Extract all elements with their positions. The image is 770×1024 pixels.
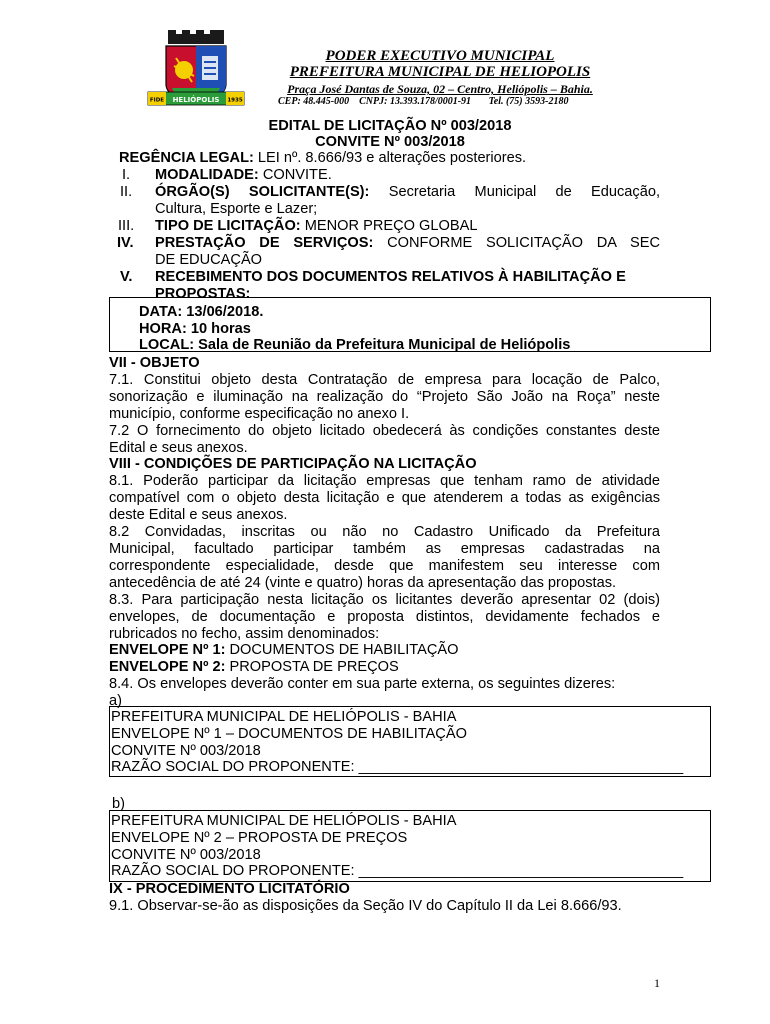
- header-contact: [278, 96, 568, 107]
- box-a-line3: CONVITE Nº 003/2018: [111, 743, 261, 759]
- s7-p1-line3: município, conforme especificação no anexo I.: [109, 406, 410, 422]
- box-a-line1: PREFEITURA MUNICIPAL DE HELIÓPOLIS - BAHIA: [111, 709, 457, 725]
- box-b-line2: ENVELOPE Nº 2 – PROPOSTA DE PREÇOS: [111, 830, 408, 846]
- s8-p2-line4: antecedência de até 24 (vinte e quatro) horas da apresentação das propostas.: [109, 575, 617, 591]
- envelope-1-value: DOCUMENTOS DE HABILITAÇÃO: [229, 642, 459, 658]
- box-a-line2: ENVELOPE Nº 1 – DOCUMENTOS DE HABILITAÇÃO: [111, 726, 467, 742]
- item-2-value: Secretaria Municipal de Educação,: [388, 184, 660, 200]
- item-4-label: PRESTAÇÃO DE SERVIÇOS:: [155, 235, 374, 251]
- item-5-label: RECEBIMENTO DOS DOCUMENTOS RELATIVOS À HABILITAÇÃO E: [155, 269, 626, 285]
- s8-p4: 8.4. Os envelopes deverão conter em sua parte externa, os seguintes dizeres:: [109, 676, 616, 692]
- s7-p1-line2: sonorização e iluminação na realização do “Projeto São João na Roça” neste: [109, 389, 660, 405]
- header-cnpj: CNPJ: 13.393.178/0001-91: [359, 96, 472, 107]
- ribbon-left-text: FIDE: [149, 97, 165, 104]
- item-2-label: ÓRGÃO(S) SOLICITANTE(S):: [155, 184, 370, 200]
- session-time: HORA: 10 horas: [139, 321, 251, 337]
- section-9-heading: IX - PROCEDIMENTO LICITATÓRIO: [109, 881, 350, 897]
- section-7-heading: VII - OBJETO: [109, 355, 200, 371]
- s7-p2-line1: 7.2 O fornecimento do objeto licitado obedecerá às condições constantes deste: [109, 423, 660, 439]
- s7-p2-line2: Edital e seus anexos.: [109, 440, 248, 456]
- s9-p1: 9.1. Observar-se-ão as disposições da Seção IV do Capítulo II da Lei 8.666/93.: [109, 898, 622, 914]
- item-2-number: II.: [120, 184, 133, 200]
- s7-p1-line1: 7.1. Constitui objeto desta Contratação de empresa para locação de Palco,: [109, 372, 660, 388]
- item-5-number: V.: [120, 269, 133, 285]
- s8-p2-line2: Municipal, facultado participar também as empresas cadastradas na: [109, 541, 660, 557]
- item-4-value: CONFORME SOLICITAÇÃO DA SEC: [387, 235, 660, 251]
- ribbon-right-text: 1935: [227, 97, 243, 104]
- page-number: 1: [654, 976, 660, 990]
- s8-p2-line3: correspondente especialidade, desde que manifestem seu interesse com: [109, 558, 660, 574]
- section-8-heading: VIII - CONDIÇÕES DE PARTICIPAÇÃO NA LICITAÇÃO: [109, 456, 477, 472]
- header-tel: Tel. (75) 3593-2180: [488, 96, 569, 107]
- regencia-label: REGÊNCIA LEGAL:: [119, 150, 254, 166]
- item-1-number: I.: [122, 167, 131, 183]
- item-1-label: MODALIDADE:: [155, 167, 259, 183]
- s8-p3-line2: envelopes, de documentação e proposta distintos, devidamente fechados e: [109, 609, 660, 625]
- item-1: [155, 167, 332, 184]
- box-a-line4: RAZÃO SOCIAL DO PROPONENTE: ________________________________________: [111, 759, 684, 775]
- ribbon-center-text: HELIÓPOLIS: [172, 96, 220, 104]
- header-line2: PREFEITURA MUNICIPAL DE HELIOPOLIS: [289, 64, 591, 80]
- s8-p2-line1: 8.2 Convidadas, inscritas ou não no Cadastro Unificado da Prefeitura: [109, 524, 660, 540]
- header-line1: PODER EXECUTIVO MUNICIPAL: [325, 48, 555, 64]
- header-cep: CEP: 48.445-000: [278, 96, 350, 107]
- label-b: b): [112, 796, 125, 812]
- item-3-label: TIPO DE LICITAÇÃO:: [155, 218, 301, 234]
- s8-p1-line1: 8.1. Poderão participar da licitação empresas que tenham ramo de atividade: [109, 473, 660, 489]
- item-3-value: MENOR PREÇO GLOBAL: [304, 218, 478, 234]
- envelope-2-value: PROPOSTA DE PREÇOS: [229, 659, 399, 675]
- item-4-cont: DE EDUCAÇÃO: [155, 252, 263, 268]
- session-location: LOCAL: Sala de Reunião da Prefeitura Municipal de Heliópolis: [139, 337, 571, 353]
- s8-p3-line3: rubricados no fecho, assim denominados:: [109, 626, 380, 642]
- regencia-value: LEI nº. 8.666/93 e alterações posteriores.: [257, 150, 527, 166]
- item-3-number: III.: [118, 218, 135, 234]
- s8-p1-line3: deste Edital e seus anexos.: [109, 507, 288, 523]
- envelope-1-line: [109, 642, 458, 659]
- item-1-value: CONVITE.: [262, 167, 332, 183]
- item-4-number: IV.: [117, 235, 134, 251]
- envelope-2-line: [109, 659, 399, 676]
- item-5-cont: PROPOSTAS:: [155, 286, 251, 302]
- envelope-2-label: ENVELOPE Nº 2:: [109, 659, 226, 675]
- box-b-line4: RAZÃO SOCIAL DO PROPONENTE: ________________________________________: [111, 863, 684, 879]
- item-2: [155, 184, 660, 201]
- box-b-line1: PREFEITURA MUNICIPAL DE HELIÓPOLIS - BAHIA: [111, 813, 457, 829]
- envelope-1-label: ENVELOPE Nº 1:: [109, 642, 226, 658]
- item-3: [155, 218, 477, 235]
- label-a: a): [109, 693, 122, 709]
- session-date: DATA: 13/06/2018.: [139, 304, 264, 320]
- edital-title: EDITAL DE LICITAÇÃO Nº 003/2018: [268, 118, 512, 134]
- item-4: [155, 235, 660, 252]
- s8-p1-line2: compatível com o objeto desta licitação e que atenderem a todas as exigências: [109, 490, 660, 506]
- coat-of-arms-logo: [146, 28, 246, 108]
- item-2-cont: Cultura, Esporte e Lazer;: [155, 201, 318, 217]
- s8-p3-line1: 8.3. Para participação nesta licitação os licitantes deverão apresentar 02 (dois): [109, 592, 660, 608]
- box-b-line3: CONVITE Nº 003/2018: [111, 847, 261, 863]
- convite-title: CONVITE Nº 003/2018: [315, 134, 465, 150]
- header-address: Praça José Dantas de Souza, 02 – Centro, Heliópolis – Bahia.: [287, 82, 593, 96]
- regencia-legal: [119, 150, 526, 167]
